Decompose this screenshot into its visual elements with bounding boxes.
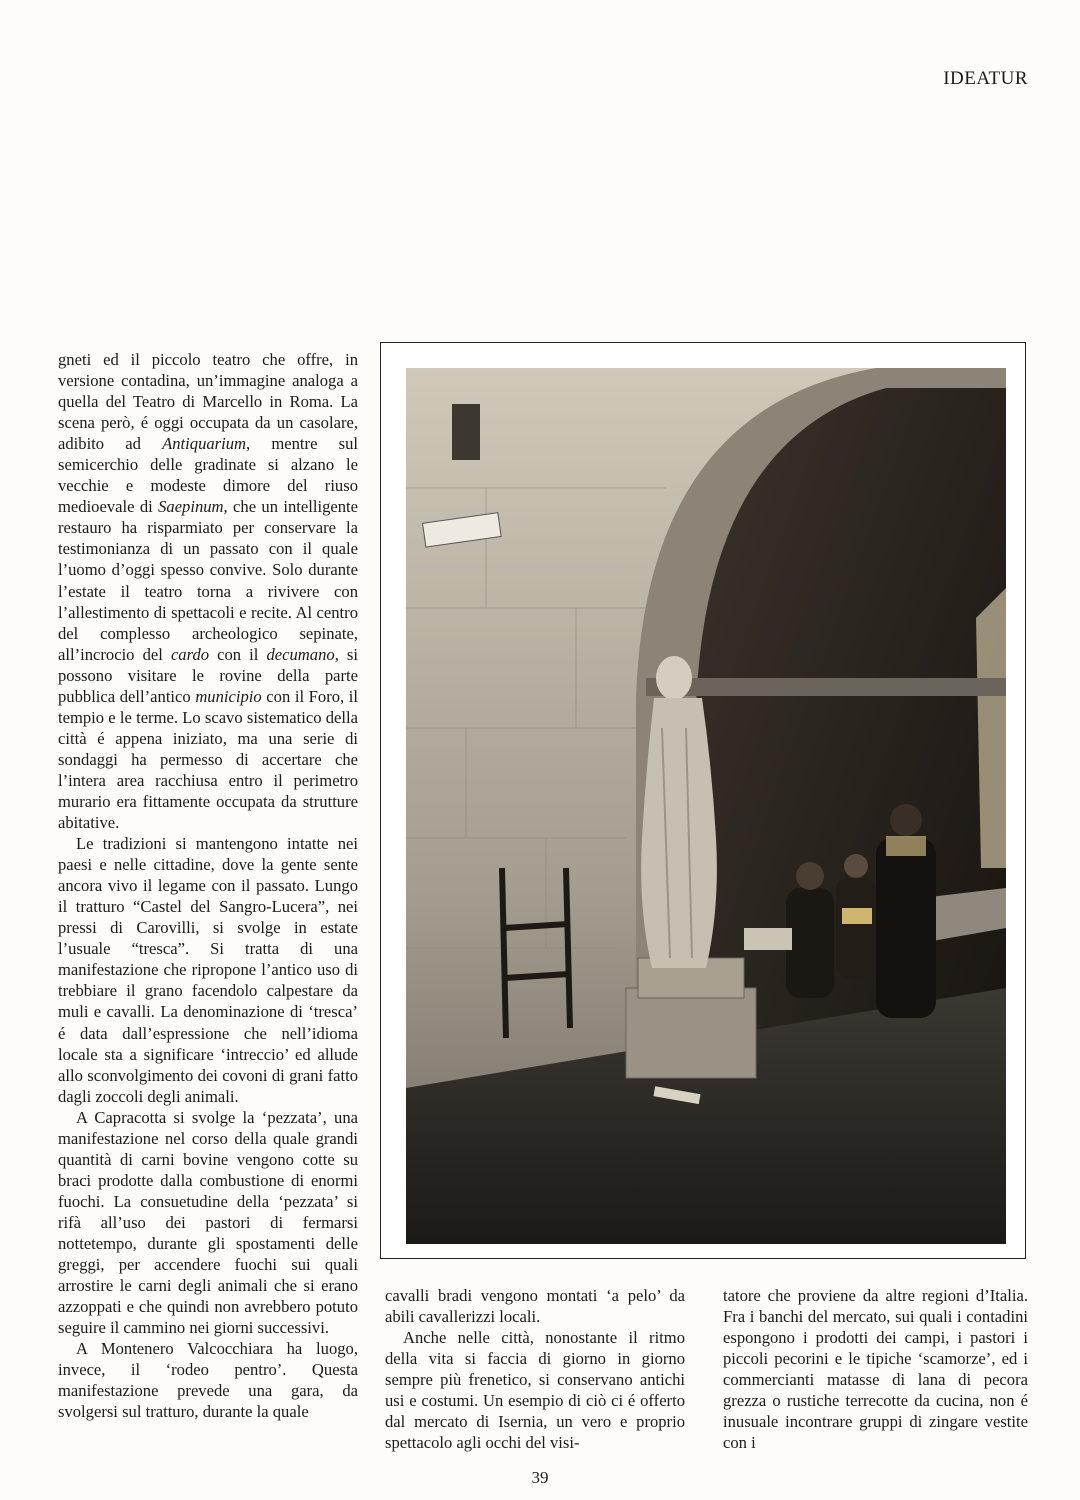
statue-arch-street-photo xyxy=(406,368,1006,1244)
paragraph xyxy=(58,349,358,833)
italic-term: decumano xyxy=(266,644,335,664)
page-number: 39 xyxy=(531,1468,549,1487)
paragraph: Anche nelle città, nonostante il ritmo della vita si faccia di giorno in giorno sempre più frenetico, si conservano antichi usi e costumi. Un esempio di ciò ci é offerto dal mercato di Isernia, un vero e proprio spettacolo agli occhi del visi- xyxy=(385,1328,685,1453)
text-run: , si possono visitare le rovine della parte pubblica dell’antico xyxy=(58,644,358,706)
text-run: , mentre sul semicerchio delle gradinate si alzano le vecchie e modeste dimore del riuso medioevale di xyxy=(58,434,358,517)
section-header: IDEATUR xyxy=(943,68,1028,89)
paragraph: A Montenero Valcocchiara ha luogo, invece, il ‘rodeo pentro’. Questa manifestazione prevede una gara, da svolgersi sul tratturo, durante la quale xyxy=(58,1339,358,1422)
italic-term: cardo xyxy=(170,644,210,664)
text-run: che un intelligente restauro ha risparmiato per conservare la testimonianza di un passato con il quale l’uomo d’oggi spesso convive. Solo durante l’estate il teatro torna a rivivere con l’allestimento di spettacoli e recite. Al centro del complesso archeologico sepinate, all’incrocio del xyxy=(58,497,359,664)
text-column-2 xyxy=(385,1285,685,1453)
italic-term: Saepinum, xyxy=(158,497,228,517)
text-column-1 xyxy=(58,349,358,1422)
italic-term: Antiquarium xyxy=(162,434,247,454)
text-column-3 xyxy=(723,1285,1028,1453)
paragraph: cavalli bradi vengono montati ‘a pelo’ da abili cavallerizzi locali. xyxy=(385,1286,685,1327)
paragraph: A Capracotta si svolge la ‘pezzata’, una manifestazione nel corso della quale grandi quantità di carni bovine vengono cotte su braci prodotte dalla combustione di enormi fuochi. La consuetudine della ‘pezzata’ si rifà all’uso dei pastori di fermarsi nottetempo, durante gli spostamenti delle greggi, per accendere fuochi sui quali arrostire le carni degli animali che si erano azzoppati e che quindi non avrebbero potuto seguire il cammino nei giorni successivi. xyxy=(58,1107,358,1338)
paragraph: tatore che proviene da altre regioni d’Italia. Fra i banchi del mercato, sui quali i contadini espongono i prodotti dei campi, i pastori i piccoli pecorini e le tipiche ‘scamorze’, ed i commercianti matasse di lana di pecora grezza o rustiche terrecotte da cucina, non é inusuale incontrare gruppi di zingare vestite con i xyxy=(723,1286,1028,1453)
paragraph: Le tradizioni si mantengono intatte nei paesi e nelle cittadine, dove la gente sente ancora vivo il legame con il passato. Lungo il tratturo “Castel del Sangro-Lucera”, nei pressi di Carovilli, si svolge in estate l’usuale “tresca”. Si tratta di una manifestazione che ripropone l’antico uso di trebbiare il grano facendolo calpestare da muli e cavalli. La denominazione di ‘tresca’ é data dall’espressione che nell’idioma locale sta a significare ‘intreccio’ ed allude allo sconvolgimento dei covoni di grani fatto dagli zoccoli degli animali. xyxy=(58,834,358,1106)
photo-illustration xyxy=(406,368,1006,1244)
italic-term: municipio xyxy=(195,686,262,706)
text-run: con il xyxy=(209,644,267,664)
text-run: con il Foro, il tempio e le terme. Lo scavo sistematico della città é appena iniziato, ma una serie di sondaggi ha permesso di accertare che l’intera area racchiusa entro il perimetro murario era fittamente occupata da strutture abitative. xyxy=(58,686,359,833)
text-run: gneti ed il piccolo teatro che offre, in versione contadina, un’immagine analoga a quella del Teatro di Marcello in Roma. La scena però, é oggi occupata da un casolare, adibito ad xyxy=(58,350,358,454)
wall-window xyxy=(452,404,480,460)
